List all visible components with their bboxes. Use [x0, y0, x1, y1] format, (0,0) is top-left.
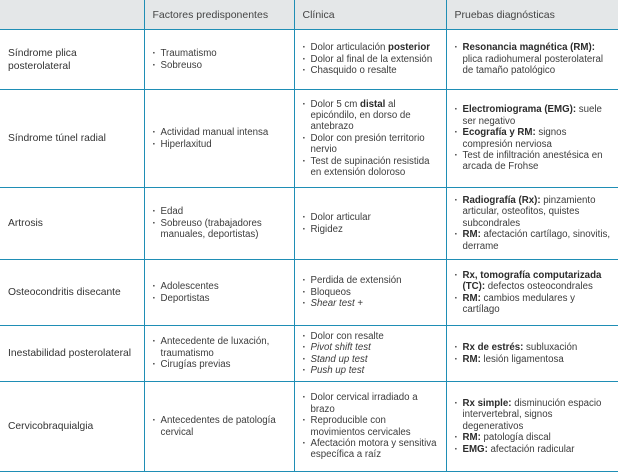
factor-item: · Antecedentes de patología cervical: [153, 415, 288, 438]
clinic-item: [303, 275, 440, 286]
header-blank: [0, 0, 144, 30]
text-segment: Rx de estrés:: [462, 342, 524, 354]
test-item: [455, 195, 613, 229]
clinic-list: [303, 42, 440, 76]
test-list: [455, 270, 613, 316]
test-list: [455, 104, 613, 172]
text-segment: Stand up test: [310, 353, 368, 365]
tests-cell: [446, 260, 618, 326]
text-segment: Dolor articulación: [310, 42, 389, 54]
header-factors: Factores predisponentes: [144, 0, 294, 30]
clinic-item: [303, 354, 440, 365]
condition-cell: Cervicobraquialgia: [0, 382, 144, 472]
table-row: [0, 90, 618, 188]
test-item: [455, 150, 613, 173]
text-segment: EMG:: [462, 443, 488, 455]
text-segment: cambios medulares y cartílago: [462, 292, 576, 315]
clinic-cell: [294, 382, 446, 472]
test-list: [455, 342, 613, 365]
factor-item: · Cirugías previas: [153, 359, 288, 370]
factors-cell: [144, 188, 294, 260]
clinic-item: [303, 156, 440, 179]
test-item: [455, 270, 613, 293]
clinic-list: [303, 99, 440, 179]
text-segment: Test de infiltración anestésica en arcada de Frohse: [462, 149, 603, 173]
factor-item: · Antecedente de luxación, traumatismo: [153, 336, 288, 359]
test-item: [455, 42, 613, 76]
text-segment: plica radiohumeral posterolateral de tamaño patológico: [462, 53, 604, 77]
factor-item: · Sobreuso (trabajadores manuales, deportistas): [153, 218, 288, 241]
factor-list: [153, 281, 288, 304]
test-item: [455, 444, 613, 455]
clinic-list: [303, 331, 440, 377]
clinic-item: [303, 42, 440, 53]
clinic-item: [303, 224, 440, 235]
text-segment: Dolor articular: [310, 212, 371, 224]
text-segment: Dolor 5 cm: [310, 98, 361, 110]
text-segment: disminución espacio intervertebral, signos degenerativos: [462, 397, 602, 432]
text-segment: Ecografía y RM:: [462, 127, 536, 139]
factor-list: [153, 127, 288, 150]
factors-cell: [144, 90, 294, 188]
test-item: [455, 293, 613, 316]
factors-cell: [144, 30, 294, 90]
clinic-cell: [294, 260, 446, 326]
factor-item: · Traumatismo: [153, 48, 288, 59]
factors-cell: [144, 260, 294, 326]
header-clinic: Clínica: [294, 0, 446, 30]
text-segment: Radiografía (Rx):: [462, 194, 541, 206]
clinic-item: [303, 65, 440, 76]
clinic-list: [303, 275, 440, 309]
text-segment: afectación cartílago, sinovitis, derrame: [462, 229, 611, 252]
text-segment: lesión ligamentosa: [480, 353, 564, 365]
condition-cell: Inestabilidad posterolateral: [0, 326, 144, 382]
tests-cell: [446, 326, 618, 382]
text-segment: pinzamiento articular, osteofitos, quistes subcondrales: [462, 194, 596, 229]
text-segment: Dolor cervical irradiado a brazo: [310, 392, 418, 415]
test-list: [455, 195, 613, 252]
tests-cell: [446, 30, 618, 90]
clinic-item: [303, 331, 440, 342]
factor-item: · Sobreuso: [153, 60, 288, 71]
tests-cell: [446, 90, 618, 188]
factor-item: · Adolescentes: [153, 281, 288, 292]
test-item: [455, 354, 613, 365]
text-segment: Resonancia magnética (RM):: [462, 42, 595, 54]
clinic-item: [303, 54, 440, 65]
clinic-item: [303, 99, 440, 133]
factor-item: · Edad: [153, 206, 288, 217]
clinic-item: [303, 342, 440, 353]
text-segment: subluxación: [523, 342, 578, 354]
clinic-item: [303, 438, 440, 461]
text-segment: distal: [360, 98, 386, 110]
tests-cell: [446, 382, 618, 472]
condition-cell: Síndrome plica posterolateral: [0, 30, 144, 90]
text-segment: defectos osteocondrales: [485, 281, 593, 293]
test-item: [455, 398, 613, 432]
test-item: [455, 229, 613, 252]
test-list: [455, 42, 613, 76]
table-body: [0, 30, 618, 472]
clinic-item: [303, 392, 440, 415]
clinic-cell: [294, 90, 446, 188]
text-segment: RM:: [462, 229, 481, 241]
test-list: [455, 398, 613, 455]
text-segment: Afectación motora y sensitiva específica a raíz: [310, 437, 437, 461]
clinic-item: [303, 212, 440, 223]
factor-list: [153, 336, 288, 370]
condition-cell: Artrosis: [0, 188, 144, 260]
condition-cell: Síndrome túnel radial: [0, 90, 144, 188]
text-segment: afectación radicular: [487, 443, 575, 455]
text-segment: RM:: [462, 432, 481, 444]
table-row: [0, 260, 618, 326]
text-segment: Pivot shift test: [310, 342, 371, 354]
test-item: [455, 104, 613, 127]
text-segment: Push up test: [310, 364, 365, 376]
factor-list: [153, 415, 288, 438]
text-segment: suele ser negativo: [462, 104, 602, 127]
table-row: [0, 326, 618, 382]
text-segment: +: [354, 298, 364, 310]
table-row: [0, 382, 618, 472]
tests-cell: [446, 188, 618, 260]
factors-cell: [144, 326, 294, 382]
clinic-list: [303, 392, 440, 460]
text-segment: Chasquido o resalte: [310, 65, 397, 77]
factor-item: · Actividad manual intensa: [153, 127, 288, 138]
text-segment: Shear test: [310, 298, 355, 310]
text-segment: Reproducible con movimientos cervicales: [310, 415, 411, 438]
clinic-item: [303, 415, 440, 438]
text-segment: al epicóndilo, en dorso de antebrazo: [310, 98, 411, 133]
text-segment: Rigidez: [310, 223, 343, 235]
text-segment: Dolor al final de la extensión: [310, 53, 433, 65]
factor-item: · Hiperlaxitud: [153, 139, 288, 150]
text-segment: patología discal: [480, 432, 551, 444]
factor-item: · Deportistas: [153, 293, 288, 304]
clinic-cell: [294, 326, 446, 382]
test-item: [455, 342, 613, 353]
test-item: [455, 432, 613, 443]
header-row: [0, 0, 618, 30]
factor-list: [153, 206, 288, 240]
text-segment: Rx, tomografía computarizada (TC):: [462, 269, 602, 293]
text-segment: RM:: [462, 292, 481, 304]
text-segment: Perdida de extensión: [310, 275, 402, 287]
text-segment: Rx simple:: [462, 397, 512, 409]
header-tests: Pruebas diagnósticas: [446, 0, 618, 30]
clinic-item: [303, 287, 440, 298]
table-row: [0, 30, 618, 90]
text-segment: signos compresión nerviosa: [462, 127, 567, 150]
test-item: [455, 127, 613, 150]
table-row: [0, 188, 618, 260]
text-segment: Test de supinación resistida en extensión doloroso: [310, 155, 430, 179]
text-segment: Bloqueos: [310, 286, 351, 298]
clinic-item: [303, 133, 440, 156]
text-segment: RM:: [462, 353, 481, 365]
text-segment: Dolor con presión territorio nervio: [310, 132, 425, 156]
condition-cell: Osteocondritis disecante: [0, 260, 144, 326]
clinic-item: [303, 365, 440, 376]
text-segment: Dolor con resalte: [310, 330, 384, 342]
text-segment: Electromiograma (EMG):: [462, 104, 577, 116]
text-segment: posterior: [388, 42, 431, 54]
clinic-cell: [294, 188, 446, 260]
clinic-cell: [294, 30, 446, 90]
clinic-list: [303, 212, 440, 235]
factor-list: [153, 48, 288, 71]
clinic-item: [303, 298, 440, 309]
factors-cell: [144, 382, 294, 472]
